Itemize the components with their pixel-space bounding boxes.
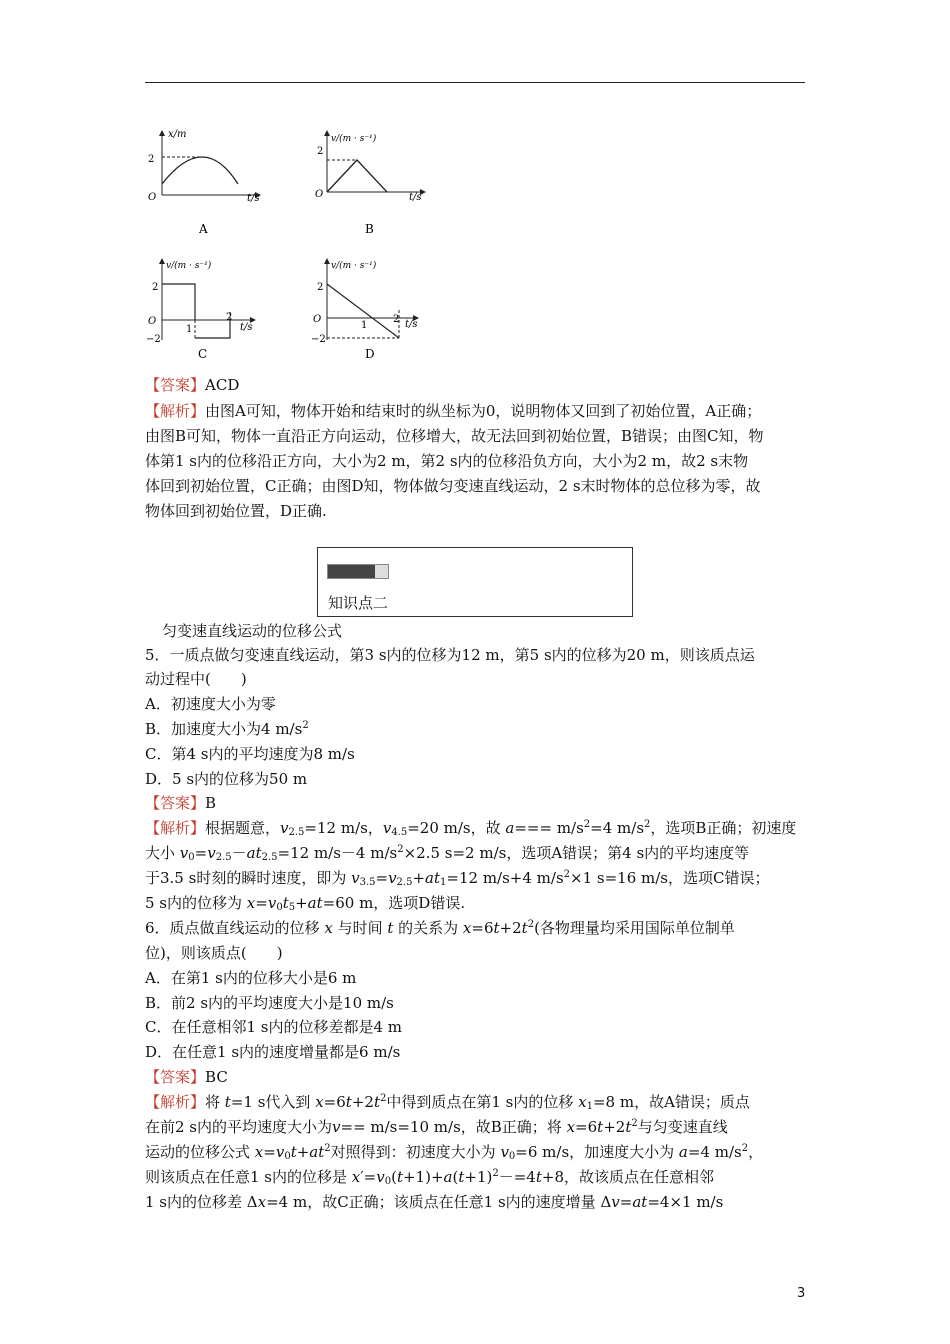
- graph-c-tick-x2: 2: [226, 312, 233, 323]
- knowledge-bar-icon: [327, 564, 389, 579]
- q6-analysis-line-5: 1 s内的位移差 Δx=4 m，故C正确；该质点在任意1 s内的速度增量 Δv=at=4×1 m/s: [145, 1193, 724, 1211]
- knowledge-point-label: 知识点二: [328, 594, 389, 612]
- q6-analysis-line-2: 在前2 s内的平均速度大小为v== m/s=10 m/s，故B正确；将 $x=6t+2t^2$与匀变速直线: [145, 1118, 728, 1136]
- graph-a-xaxis: t/s: [247, 193, 260, 204]
- q5-stem-1: 5．一质点做匀变速直线运动，第3 s内的位移为12 m，第5 s内的位移为20 m，则该质点运: [145, 646, 755, 664]
- q4-analysis-line-3: 体第1 s内的位移沿正方向，大小为2 m，第2 s内的位移沿负方向，大小为2 m，故2 s末物: [145, 452, 749, 470]
- q5-analysis-line-2: 大小 $v_0=v_{2.5}-at_{2.5}=12$ m/s－4 $m/s^2\times 2.5$ s=2 m/s，选项A错误；第4 s内的平均速度等: [145, 844, 750, 863]
- graph-b-origin: O: [315, 189, 324, 200]
- graph-c-tick-x1: 1: [186, 324, 193, 335]
- graph-c-xaxis: t/s: [240, 322, 253, 333]
- header-rule: [145, 82, 805, 83]
- q6-answer: 【答案】BC: [145, 1068, 228, 1086]
- graph-c-tick-minus2: −2: [146, 334, 161, 345]
- graph-c-origin: O: [148, 316, 157, 327]
- q5-option-a: A．初速度大小为零: [145, 695, 276, 713]
- q4-analysis-line-4: 体回到初始位置，C正确；由图D知，物体做匀变速直线运动，2 s末时物体的总位移为零，故: [145, 477, 761, 495]
- graph-d-tick-x2: 2: [393, 314, 400, 325]
- q6-analysis-line-3: 运动的位移公式 $x=v_0t+at^2$对照得到：初速度大小为 $v_0=6$ m/s，加速度大小为 a=4 $m/s^2$，: [145, 1143, 764, 1162]
- graph-a-tick-2: 2: [148, 154, 155, 165]
- q6-analysis-line-4: 则该质点在任意1 s内的位移是 $x'=v_0(t+1)+a(t+1)^2-=4t+8$，故该质点在任意相邻: [145, 1168, 714, 1187]
- page-number: 3: [797, 1286, 806, 1301]
- q4-analysis-line-2: 由图B可知，物体一直沿正方向运动，位移增大，故无法回到初始位置，B错误；由图C知，物: [145, 427, 764, 445]
- graph-c-panel: C: [198, 347, 208, 361]
- q6-stem-1: 6．质点做直线运动的位移 x 与时间 t 的关系为 $x=6t+2t^2$(各物理量均采用国际单位制单: [145, 919, 735, 937]
- graph-d-xaxis: t/s: [405, 319, 418, 330]
- q5-answer: 【答案】B: [145, 794, 217, 812]
- graph-b-tick-2: 2: [317, 146, 324, 157]
- graph-d-panel: D: [365, 347, 375, 361]
- analysis-tag: 【解析】: [145, 402, 206, 420]
- graph-d-yaxis: v/(m · s⁻¹): [331, 261, 377, 271]
- q5-option-c: C．第4 s内的平均速度为8 m/s: [145, 745, 355, 763]
- graph-d-tick-x1: 1: [361, 320, 368, 331]
- graph-b-xaxis: t/s: [409, 192, 422, 203]
- q5-analysis-line-1: 【解析】根据题意，$v_{2.5}=12$ m/s，$v_{4.5}=20$ m/s，故 $a=== m/s^2=4$ $m/s^2$，选项B正确；初速度: [145, 819, 797, 838]
- q5-analysis-line-4: 5 s内的位移为 $x=v_0t_5+at=60$ m，选项D错误.: [145, 894, 466, 913]
- q4-answer-value: ACD: [205, 376, 240, 394]
- q6-option-d: D．在任意1 s内的速度增量都是6 m/s: [145, 1043, 401, 1061]
- q4-analysis-line-1: 【解析】由图A可知，物体开始和结束时的纵坐标为0，说明物体又回到了初始位置，A正确；: [145, 402, 762, 420]
- q5-stem-2: 动过程中( ): [145, 670, 247, 688]
- graph-c-tick-2: 2: [152, 282, 159, 293]
- knowledge-point-box: [317, 547, 633, 617]
- q5-option-b: B．加速度大小为4 $m/s^2$: [145, 720, 309, 738]
- graph-c-yaxis: v/(m · s⁻¹): [166, 261, 212, 271]
- q6-stem-2: 位)，则该质点( ): [145, 944, 283, 962]
- graph-a-panel: A: [199, 222, 208, 236]
- graph-d-origin: O: [313, 314, 322, 325]
- q6-option-a: A．在第1 s内的位移大小是6 m: [145, 969, 357, 987]
- graph-d-tick-2: 2: [317, 282, 324, 293]
- graph-d-tick-minus2: −2: [311, 334, 326, 345]
- graph-b-yaxis: v/(m · s⁻¹): [331, 134, 377, 144]
- graph-b: [305, 122, 435, 242]
- q4-answer: [145, 374, 239, 396]
- graph-b-panel: B: [365, 222, 374, 236]
- q6-option-c: C．在任意相邻1 s内的位移差都是4 m: [145, 1018, 403, 1036]
- graph-a-origin: O: [148, 192, 157, 203]
- graph-c: [140, 250, 270, 365]
- section-title: 匀变速直线运动的位移公式: [162, 622, 343, 640]
- graph-a-yaxis: x/m: [168, 129, 187, 140]
- q6-analysis-line-1: 【解析】将 t=1 s代入到 $x=6t+2t^2$中得到质点在第1 s内的位移 $x_1=8$ m，故A错误；质点: [145, 1093, 750, 1112]
- q5-option-d: D．5 s内的位移为50 m: [145, 770, 308, 788]
- q6-option-b: B．前2 s内的平均速度大小是10 m/s: [145, 994, 394, 1012]
- q5-analysis-line-3: 于3.5 s时刻的瞬时速度，即为 $v_{3.5}=v_{2.5}+at_1=12$ m/s+4 $m/s^2\times 1$ s=16 m/s，选项C错误；: [145, 869, 770, 888]
- graph-a: [140, 122, 270, 242]
- answer-tag: 【答案】: [145, 376, 206, 394]
- q4-analysis-line-5: 物体回到初始位置，D正确.: [145, 502, 327, 520]
- graph-d: [305, 250, 435, 365]
